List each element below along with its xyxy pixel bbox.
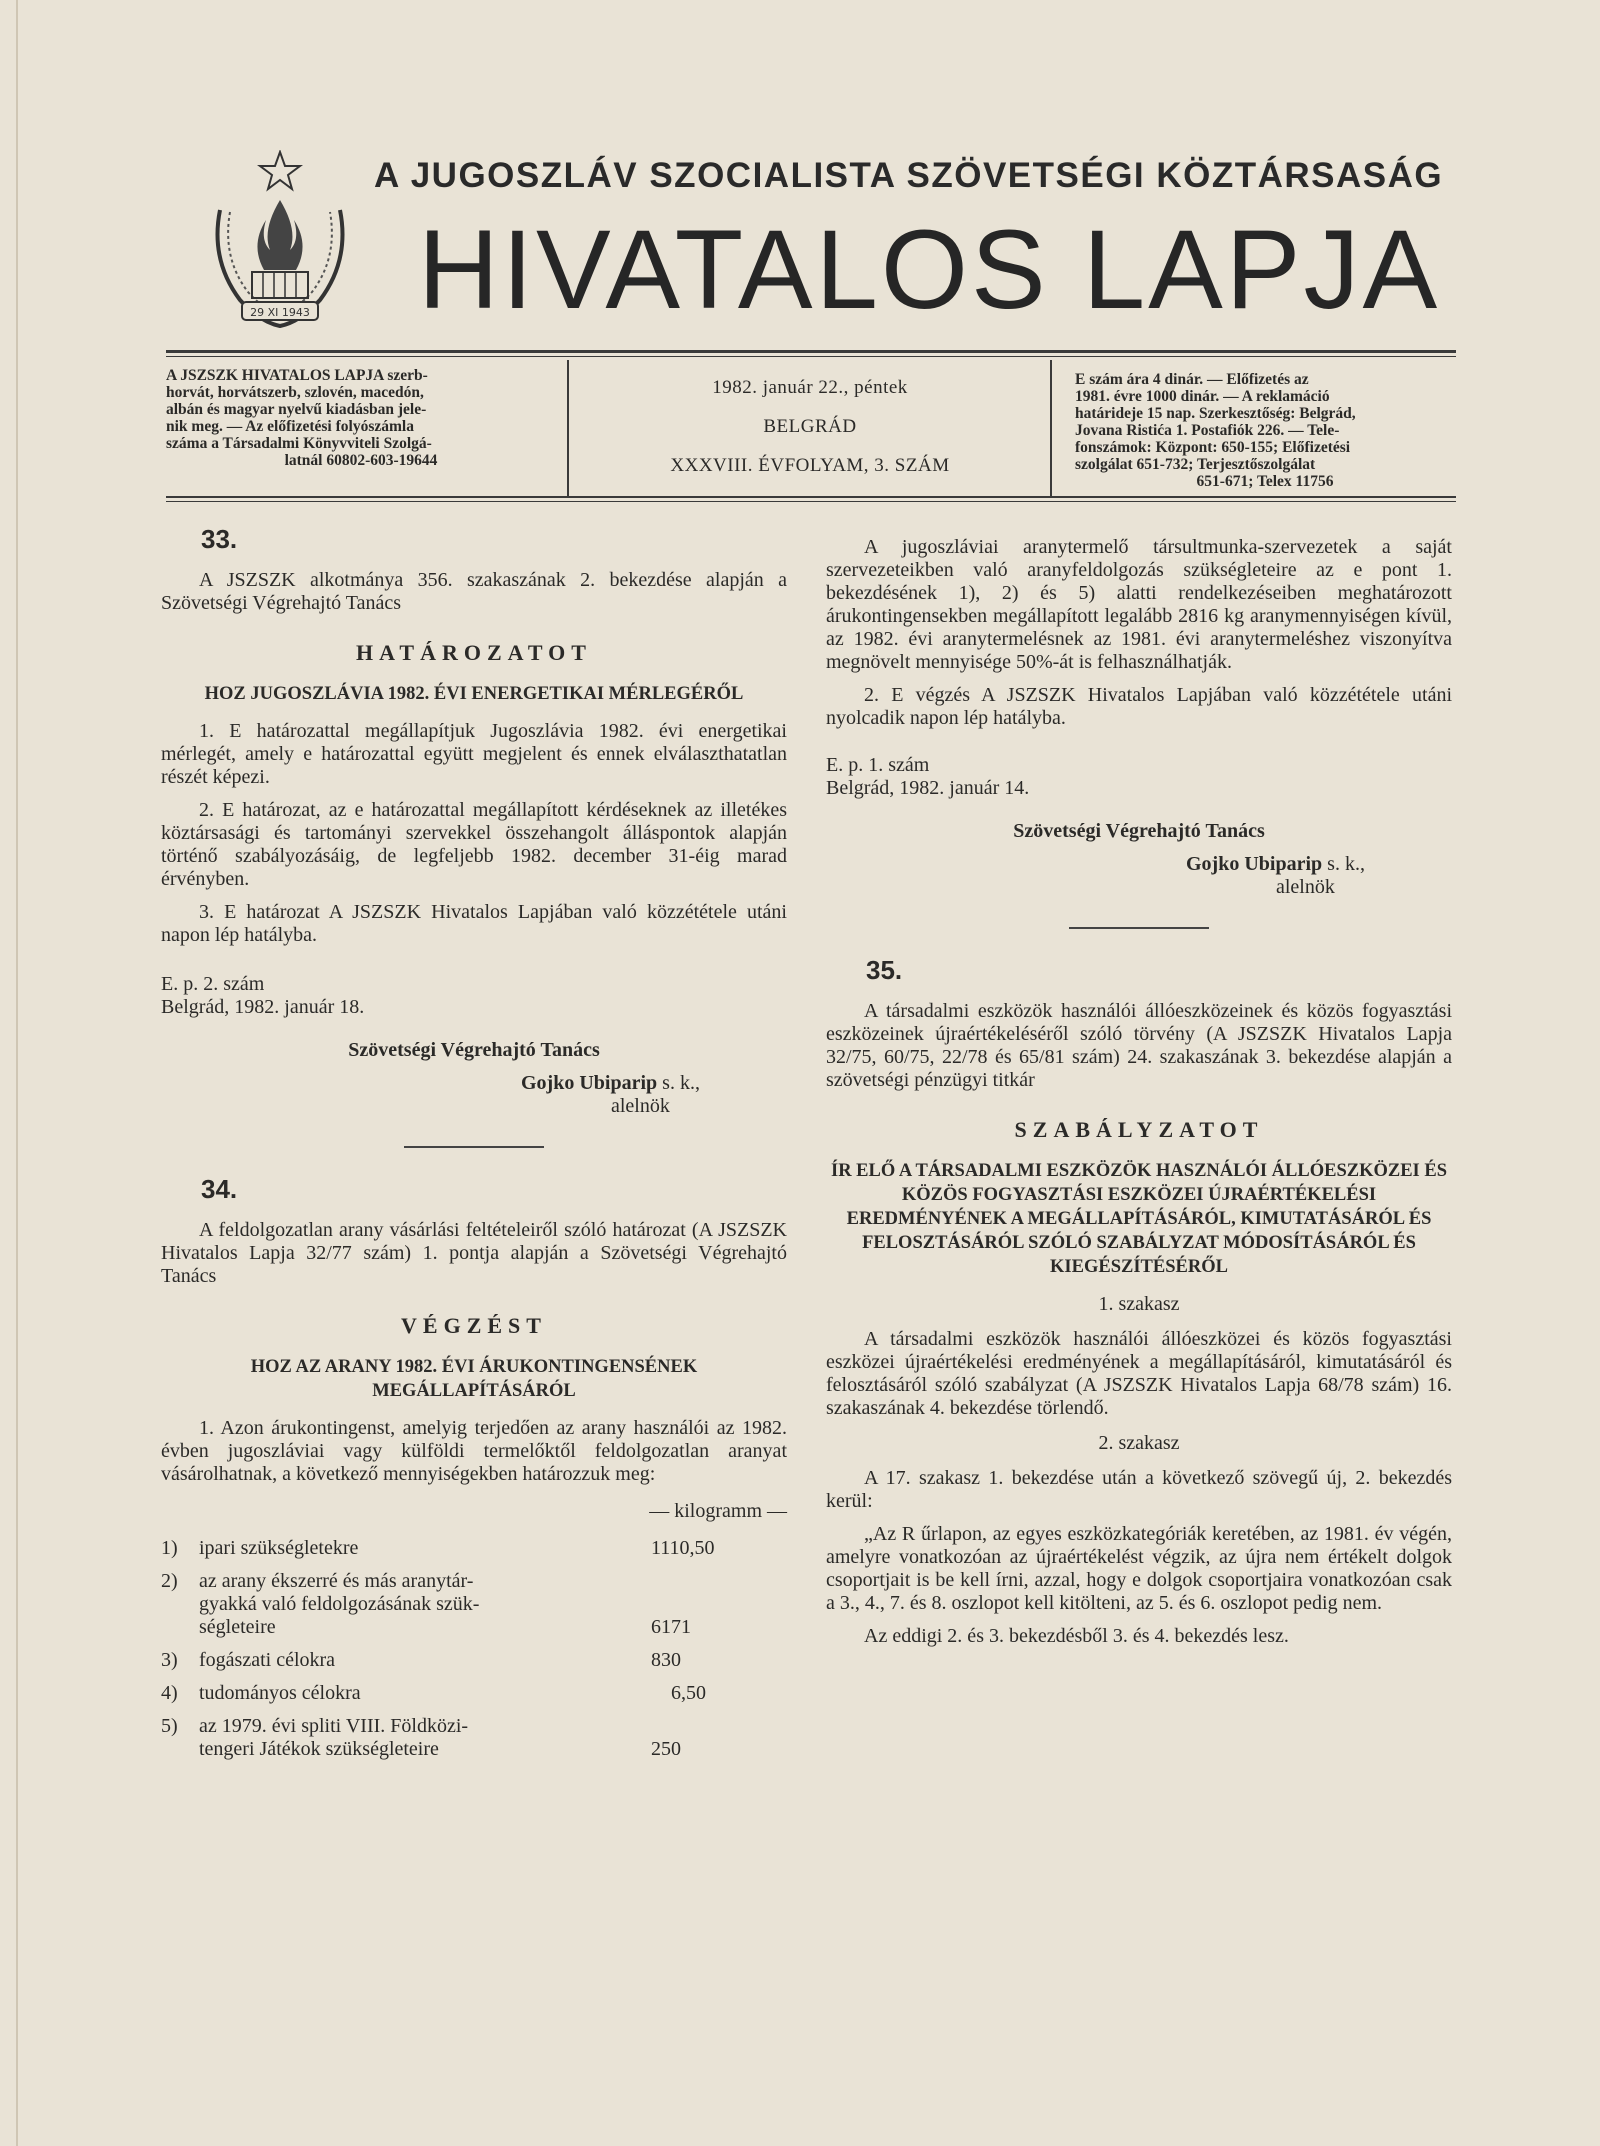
item-index: 1)	[161, 1537, 178, 1559]
issue-info	[580, 376, 1040, 493]
signatory-sk: s. k.,	[662, 1072, 700, 1094]
item-value: 6171	[651, 1616, 691, 1638]
section-subheading: HOZ AZ ARANY 1982. ÉVI ÁRUKONTINGENSÉNEK MEGÁLLAPÍTÁSÁRÓL	[250, 1357, 698, 1401]
item-value: 6,50	[671, 1682, 706, 1704]
section-divider	[1069, 927, 1209, 929]
item-index: 2)	[161, 1570, 178, 1592]
signatory-title: alelnök	[611, 1095, 670, 1117]
quota-list-item	[161, 1570, 787, 1639]
paragraph: „Az R űrlapon, az egyes eszközkategóriák keretében, az 1981. év végén, amelyre vonatkozóan az újraértékelést végzik, az újra nem értékelt dolgok csoportjait is be kell írni, azzal, hogy e dolgok csoportjaira vonatkozóan csak a 3., 4., 7. és 8. oszlopot kell kitölteni, az 5. és 6. oszlopot pedig nem.	[826, 1523, 1452, 1614]
paragraph: A társadalmi eszközök használói állóeszközei és közös fogyasztási eszközei újraértékelési eredményének a megállapításáról, kimutatásáról és felosztásáról szóló szabályzat (A JSZSZK Hivatalos Lapja 68/78 szám) 16. szakaszának 4. bekezdése törlendő.	[826, 1328, 1452, 1419]
item-text: az arany ékszerré és más aranytár-	[199, 1570, 474, 1592]
issue-volume: XXXVIII. ÉVFOLYAM, 3. SZÁM	[670, 455, 950, 476]
header-top-rule-thin	[166, 356, 1456, 357]
item-value: 830	[651, 1649, 681, 1671]
left-info-line: A JSZSZK HIVATALOS LAPJA szerb-	[166, 367, 428, 384]
right-column	[826, 536, 1452, 1658]
reference-date: Belgrád, 1982. január 14.	[826, 777, 1030, 799]
left-info-line: latnál 60802-603-19644	[284, 452, 438, 469]
signatory-name: Gojko Ubiparip	[521, 1072, 658, 1094]
signatory	[1186, 853, 1452, 876]
paragraph: A feldolgozatlan arany vásárlási feltételeiről szóló határozat (A JSZSZK Hivatalos Lapja 32/77 szám) 1. pontja alapján a Szövetségi Végrehajtó Tanács	[161, 1219, 787, 1287]
paragraph: 2. E végzés A JSZSZK Hivatalos Lapjában való közzététele utáni nyolcadik napon lép hatályba.	[826, 684, 1452, 729]
item-index: 5)	[161, 1715, 178, 1737]
reference-date: Belgrád, 1982. január 18.	[161, 996, 365, 1018]
header-bottom-rule	[166, 496, 1456, 498]
right-info-line: Jovana Ristića 1. Postafiók 226. — Tele-	[1075, 422, 1340, 439]
paragraph: 2. E határozat, az e határozattal megállapított kérdéseknek az illetékes köztársasági és tartományi szervekkel összehangolt álláspontok alapján történő szabályozásáig, de legfeljebb 1982. december 31-éig marad érvényben.	[161, 799, 787, 890]
right-info-line: 651-671; Telex 11756	[1196, 473, 1334, 490]
decree-number-35: 35.	[866, 955, 903, 985]
section-heading: HATÁROZATOT	[356, 640, 592, 665]
section-heading: VÉGZÉST	[401, 1313, 547, 1338]
paragraph: A társadalmi eszközök használói állóeszközeinek és közös fogyasztási eszközeinek újraértékeléséről szóló törvény (A JSZSZK Hivatalos Lapja 32/75, 60/75, 22/78 és 65/81 szám) 24. szakaszának 3. bekezdése alapján a szövetségi pénzügyi titkár	[826, 1000, 1452, 1091]
signatory-name: Gojko Ubiparip	[1186, 853, 1323, 875]
paragraph: 1. E határozattal megállapítjuk Jugoszlávia 1982. évi energetikai mérlegét, amely e határozattal együtt megjelent és ennek elválaszthatatlan részét képezi.	[161, 720, 787, 788]
masthead-main-title: HIVATALOS LAPJA	[418, 207, 1441, 332]
left-info-line: nik meg. — Az előfizetési folyószámla	[166, 418, 414, 435]
quota-list-item	[161, 1715, 787, 1761]
left-column	[161, 524, 787, 1771]
right-info-line: fonszámok: Központ: 650-155; Előfizetési	[1075, 439, 1351, 456]
left-info-line: albán és magyar nyelvű kiadásban jele-	[166, 401, 427, 418]
paragraph: Az eddigi 2. és 3. bekezdésből 3. és 4. bekezdés lesz.	[864, 1625, 1289, 1647]
left-info-line: horvát, horvátszerb, szlovén, macedón,	[166, 384, 424, 401]
emblem-date: 29 XI 1943	[250, 306, 310, 319]
item-index: 4)	[161, 1682, 178, 1704]
section-subheading: ÍR ELŐ A TÁRSADALMI ESZKÖZÖK HASZNÁLÓI ÁLLÓESZKÖZEI ÉS KÖZÖS FOGYASZTÁSI ESZKÖZEI ÚJRAÉRTÉKELÉSI EREDMÉNYÉNEK A MEGÁLLAPÍTÁSÁRÓL, KIMUTATÁSÁRÓL ÉS FELOSZTÁSÁRÓL SZÓLÓ SZABÁLYZAT MÓDOSÍTÁSÁRÓL ÉS KIEGÉSZÍTÉSÉRŐL	[831, 1161, 1447, 1277]
header-separator	[1050, 360, 1052, 496]
left-info-line: száma a Társadalmi Könyvviteli Szolgá-	[166, 435, 432, 452]
item-text: ipari szükségletekre	[199, 1537, 359, 1559]
right-info-line: E szám ára 4 dinár. — Előfizetés az	[1075, 371, 1309, 388]
paragraph: A jugoszláviai aranytermelő társultmunka-szervezetek a saját szervezeteikben való aranyfeldolgozás szükségleteire az e pont 1. bekezdésének 1), 2) és 5) alatti rendelkezéseiben meghatározott árukontingensekben megállapított legalább 2816 kg aranymennyiségen kívül, az 1982. évi aranytermelésnek az 1981. évi aranytermeléshez viszonyítva megnövelt mennyisége 50%-át is felhasználhatják.	[826, 536, 1452, 673]
signatory-sk: s. k.,	[1327, 853, 1365, 875]
reference-number: E. p. 2. szám	[161, 973, 265, 995]
signatory-title: alelnök	[1276, 876, 1335, 898]
section-heading: SZABÁLYZATOT	[1014, 1117, 1264, 1142]
quota-list-item	[161, 1537, 787, 1560]
signatory	[521, 1072, 787, 1095]
item-text: az 1979. évi spliti VIII. Földközi-	[199, 1715, 469, 1737]
issue-date: 1982. január 22., péntek	[712, 377, 908, 398]
coat-of-arms-emblem	[190, 150, 370, 340]
page-edge	[16, 0, 18, 2146]
quota-list-item	[161, 1649, 787, 1672]
article-heading: 1. szakasz	[1098, 1293, 1180, 1315]
item-text: tudományos célokra	[199, 1682, 361, 1704]
quota-list-item	[161, 1682, 787, 1705]
signing-body: Szövetségi Végrehajtó Tanács	[348, 1039, 600, 1061]
right-info-line: 1981. évre 1000 dinár. — A reklamáció	[1075, 388, 1330, 405]
issue-place: BELGRÁD	[763, 416, 857, 437]
unit-label: — kilogramm —	[649, 1500, 787, 1522]
item-text: tengeri Játékok szükségleteire	[199, 1738, 439, 1760]
item-text: fogászati célokra	[199, 1649, 336, 1671]
header-bottom-rule-thin	[166, 501, 1456, 502]
header-top-rule	[166, 350, 1456, 353]
article-heading: 2. szakasz	[1098, 1432, 1180, 1454]
right-info-line: határideje 15 nap. Szerkesztőség: Belgrád,	[1075, 405, 1356, 422]
paragraph: 3. E határozat A JSZSZK Hivatalos Lapjában való közzététele utáni napon lép hatályba.	[161, 901, 787, 946]
subscription-info-left	[166, 367, 556, 469]
paragraph: A JSZSZK alkotmánya 356. szakaszának 2. bekezdése alapján a Szövetségi Végrehajtó Tanács	[161, 569, 787, 614]
item-value: 1110,50	[651, 1537, 715, 1559]
signing-body: Szövetségi Végrehajtó Tanács	[1013, 820, 1265, 842]
reference-number: E. p. 1. szám	[826, 754, 930, 776]
header-separator	[567, 360, 569, 496]
decree-number-34: 34.	[201, 1174, 238, 1204]
section-subheading: HOZ JUGOSZLÁVIA 1982. ÉVI ENERGETIKAI MÉRLEGÉRŐL	[204, 684, 744, 704]
paragraph: A 17. szakasz 1. bekezdése után a következő szövegű új, 2. bekezdés kerül:	[826, 1467, 1452, 1512]
masthead-top-title: A JUGOSZLÁV SZOCIALISTA SZÖVETSÉGI KÖZTÁRSASÁG	[374, 156, 1444, 195]
price-info-right	[1075, 371, 1455, 490]
section-divider	[404, 1146, 544, 1148]
item-value: 250	[651, 1738, 681, 1760]
paragraph: 1. Azon árukontingenst, amelyig terjedően az arany használói az 1982. évben jugoszláviai vagy külföldi termelőktől feldolgozatlan aranyat vásárolhatnak, a következő mennyiségekben határozzuk meg:	[161, 1417, 787, 1485]
item-text: ségleteire	[199, 1616, 276, 1638]
item-index: 3)	[161, 1649, 178, 1671]
item-text: gyakká való feldolgozásának szük-	[199, 1593, 480, 1615]
right-info-line: szolgálat 651-732; Terjesztőszolgálat	[1075, 456, 1316, 473]
decree-number-33: 33.	[201, 524, 238, 554]
